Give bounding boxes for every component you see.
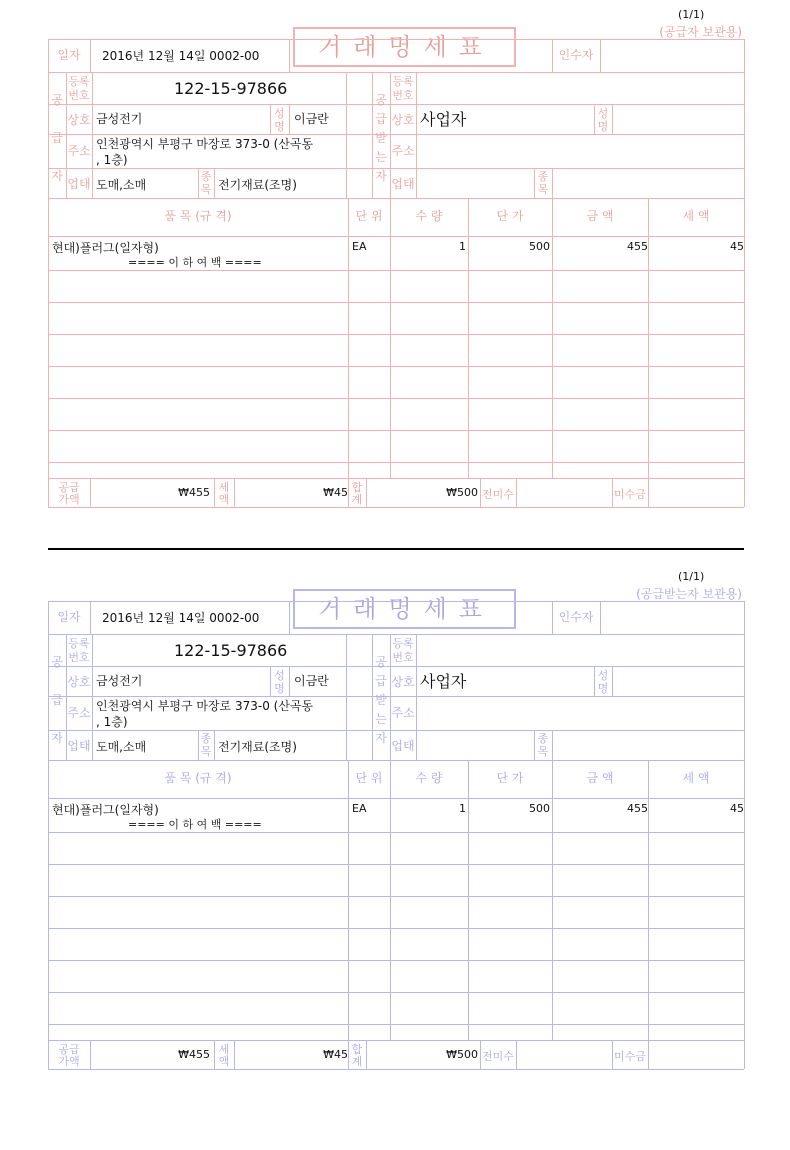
item-amount: 455: [627, 240, 648, 253]
date-value: 2016년 12월 14일 0002-00: [102, 49, 260, 63]
date-label: 일자: [57, 48, 81, 62]
buyer-side-label: 는: [375, 150, 387, 164]
grid-line: [48, 507, 744, 508]
supplier-business-type: 도매,소매: [96, 740, 147, 754]
buyer-side-label: 공: [375, 93, 387, 107]
grid-line: [289, 601, 744, 602]
end-mark: ==== 이 하 여 백 ====: [128, 818, 262, 831]
outstanding-label: 미수금: [614, 488, 646, 501]
grid-line: [48, 992, 744, 993]
supply-value: ₩455: [178, 1048, 210, 1061]
grid-line: [416, 72, 417, 198]
grid-line: [48, 39, 289, 40]
item-tax: 45: [730, 802, 744, 815]
grid-line: [744, 39, 745, 72]
buyer-name-label: 성: [597, 669, 609, 682]
page-number: (1/1): [678, 570, 705, 583]
buyer-company: 사업자: [420, 672, 467, 691]
grid-line: [48, 896, 744, 897]
receiver-label: 인수자: [558, 610, 594, 624]
grid-line: [48, 168, 744, 169]
grid-line: [48, 798, 744, 799]
page-number: (1/1): [678, 8, 705, 21]
buyer-business-item-label: 종: [537, 170, 549, 183]
col-unit-header: 단 위: [355, 209, 383, 223]
grid-line: [744, 478, 745, 507]
grid-line: [648, 478, 649, 507]
reg-no-label: 등록: [68, 75, 90, 88]
business-item-label: 목: [200, 183, 212, 196]
grid-line: [48, 666, 744, 667]
col-qty-header: 수 량: [415, 209, 443, 223]
buyer-side-label: 급: [375, 674, 387, 688]
supplier-reg-no: 122-15-97866: [174, 79, 288, 98]
grid-line: [289, 666, 290, 696]
grid-line: [612, 104, 613, 134]
outstanding-label: 미수금: [614, 1050, 646, 1063]
grid-line: [744, 72, 745, 198]
buyer-reg-no-label: 번호: [392, 89, 414, 102]
reg-no-label: 번호: [68, 651, 90, 664]
tax-label: 세: [218, 481, 230, 494]
item-qty: 1: [459, 802, 466, 815]
grid-line: [744, 601, 745, 634]
grid-line: [390, 198, 391, 478]
grid-line: [90, 39, 91, 72]
grid-line: [48, 198, 744, 199]
grid-line: [48, 634, 744, 635]
reg-no-label: 등록: [68, 637, 90, 650]
buyer-name-label: 명: [597, 120, 609, 133]
prev-balance-label: 전미수: [482, 1050, 514, 1063]
supplier-address: 인천광역시 부평구 마장로 373-0 (산곡동: [96, 137, 314, 151]
grid-line: [48, 334, 744, 335]
copy-label: (공급자 보관용): [659, 25, 742, 39]
name-label: 명: [274, 682, 285, 695]
grid-line: [289, 39, 290, 72]
grid-line: [744, 1040, 745, 1069]
grid-line: [48, 104, 744, 105]
copy-label: (공급받는자 보관용): [636, 587, 742, 601]
grid-line: [48, 730, 744, 731]
grid-line: [92, 72, 93, 198]
supplier-side-label: 자: [51, 731, 63, 745]
grid-line: [48, 270, 744, 271]
grid-line: [416, 634, 417, 760]
name-label: 명: [274, 120, 285, 133]
grid-line: [390, 760, 391, 1040]
end-mark: ==== 이 하 여 백 ====: [128, 256, 262, 269]
name-label: 성: [274, 669, 285, 682]
date-value: 2016년 12월 14일 0002-00: [102, 611, 260, 625]
business-type-label: 업태: [67, 739, 91, 753]
grid-line: [468, 760, 469, 1040]
company-label: 상호: [67, 675, 91, 689]
business-item-label: 목: [200, 745, 212, 758]
document-title: 거래명세표: [318, 595, 494, 623]
supplier-business-item: 전기재료(조명): [218, 178, 297, 192]
grid-line: [48, 302, 744, 303]
grid-line: [468, 198, 469, 478]
grid-line: [48, 960, 744, 961]
grid-line: [516, 478, 517, 507]
grid-line: [214, 168, 215, 198]
total-label: 계: [351, 1055, 363, 1068]
grid-line: [552, 730, 553, 760]
address-label: 주소: [67, 144, 91, 158]
supply-value-label: 공급: [58, 1043, 80, 1056]
grid-line: [552, 760, 553, 1040]
item-price: 500: [529, 240, 550, 253]
col-price-header: 단 가: [496, 209, 524, 223]
grid-line: [744, 760, 745, 1040]
grid-line: [92, 634, 93, 760]
tax-label: 세: [218, 1043, 230, 1056]
buyer-side-label: 는: [375, 712, 387, 726]
grid-line: [516, 1040, 517, 1069]
grid-line: [48, 198, 49, 478]
total-label: 합: [351, 481, 363, 494]
grid-line: [600, 601, 601, 634]
supplier-address-cont: , 1층): [96, 153, 128, 167]
supplier-side-label: 공: [51, 93, 63, 107]
col-unit-header: 단 위: [355, 771, 383, 785]
supplier-reg-no: 122-15-97866: [174, 641, 288, 660]
business-type-label: 업태: [67, 177, 91, 191]
grid-line: [600, 39, 601, 72]
grid-line: [552, 198, 553, 478]
grid-line: [48, 462, 744, 463]
supplier-name: 이금란: [294, 112, 329, 126]
item-price: 500: [529, 802, 550, 815]
statement-supplier-copy: [0, 0, 790, 520]
grid-line: [289, 39, 744, 40]
item-qty: 1: [459, 240, 466, 253]
item-amount: 455: [627, 802, 648, 815]
grid-line: [214, 730, 215, 760]
buyer-reg-no-label: 번호: [392, 651, 414, 664]
grid-line: [648, 760, 649, 1040]
grid-line: [48, 478, 744, 479]
supplier-company: 금성전기: [96, 112, 143, 126]
grid-line: [348, 760, 349, 1040]
grid-line: [48, 72, 744, 73]
grid-line: [48, 1024, 744, 1025]
date-label: 일자: [57, 610, 81, 624]
buyer-company-label: 상호: [391, 113, 415, 127]
supplier-business-type: 도매,소매: [96, 178, 147, 192]
grid-line: [48, 398, 744, 399]
grid-line: [744, 198, 745, 478]
buyer-side-label: 받: [375, 693, 387, 707]
tax-value: ₩45: [323, 1048, 348, 1061]
supplier-address: 인천광역시 부평구 마장로 373-0 (산곡동: [96, 699, 314, 713]
supplier-company: 금성전기: [96, 674, 143, 688]
grid-line: [90, 601, 91, 634]
buyer-name-label: 성: [597, 107, 609, 120]
buyer-address-label: 주소: [391, 144, 415, 158]
buyer-name-label: 명: [597, 682, 609, 695]
tax-label: 액: [218, 493, 230, 506]
total-value: ₩500: [446, 1048, 478, 1061]
col-tax-header: 세 액: [682, 209, 710, 223]
col-item-header: 품 목 (규 격): [164, 771, 232, 785]
name-label: 성: [274, 107, 285, 120]
supplier-side-label: 공: [51, 655, 63, 669]
buyer-side-label: 받: [375, 131, 387, 145]
buyer-business-type-label: 업태: [391, 739, 415, 753]
business-item-label: 종: [200, 732, 212, 745]
supply-value-label: 가액: [58, 1055, 80, 1068]
supply-value-label: 공급: [58, 481, 80, 494]
grid-line: [346, 72, 347, 198]
grid-line: [648, 1040, 649, 1069]
grid-line: [612, 666, 613, 696]
prev-balance-label: 전미수: [482, 488, 514, 501]
grid-line: [48, 696, 744, 697]
grid-line: [289, 104, 290, 134]
item-name: 현대)플러그(일자형): [52, 241, 159, 255]
grid-line: [48, 1069, 744, 1070]
supplier-side-label: 급: [51, 131, 63, 145]
supplier-name: 이금란: [294, 674, 329, 688]
buyer-side-label: 공: [375, 655, 387, 669]
buyer-side-label: 자: [375, 169, 387, 183]
grid-line: [48, 1040, 744, 1041]
document-title: 거래명세표: [318, 33, 494, 61]
tax-value: ₩45: [323, 486, 348, 499]
company-label: 상호: [67, 113, 91, 127]
grid-line: [48, 366, 744, 367]
total-label: 계: [351, 493, 363, 506]
item-unit: EA: [352, 802, 367, 815]
buyer-address-label: 주소: [391, 706, 415, 720]
receiver-label: 인수자: [558, 48, 594, 62]
col-qty-header: 수 량: [415, 771, 443, 785]
buyer-company: 사업자: [420, 110, 467, 129]
grid-line: [346, 634, 347, 760]
buyer-business-item-label: 종: [537, 732, 549, 745]
total-label: 합: [351, 1043, 363, 1056]
grid-line: [48, 430, 744, 431]
col-price-header: 단 가: [496, 771, 524, 785]
grid-line: [48, 236, 744, 237]
reg-no-label: 번호: [68, 89, 90, 102]
buyer-reg-no-label: 등록: [392, 75, 414, 88]
grid-line: [48, 134, 744, 135]
statement-buyer-copy: [0, 562, 790, 1082]
buyer-business-type-label: 업태: [391, 177, 415, 191]
supply-value-label: 가액: [58, 493, 80, 506]
grid-line: [289, 601, 290, 634]
col-amount-header: 금 액: [586, 209, 614, 223]
grid-line: [744, 634, 745, 760]
grid-line: [48, 864, 744, 865]
buyer-business-item-label: 목: [537, 745, 549, 758]
buyer-company-label: 상호: [391, 675, 415, 689]
item-tax: 45: [730, 240, 744, 253]
item-name: 현대)플러그(일자형): [52, 803, 159, 817]
business-item-label: 종: [200, 170, 212, 183]
copy-divider: [48, 548, 744, 550]
supplier-business-item: 전기재료(조명): [218, 740, 297, 754]
total-value: ₩500: [446, 486, 478, 499]
buyer-reg-no-label: 등록: [392, 637, 414, 650]
tax-label: 액: [218, 1055, 230, 1068]
grid-line: [48, 832, 744, 833]
buyer-side-label: 급: [375, 112, 387, 126]
col-amount-header: 금 액: [586, 771, 614, 785]
grid-line: [648, 198, 649, 478]
supply-value: ₩455: [178, 486, 210, 499]
grid-line: [552, 168, 553, 198]
item-unit: EA: [352, 240, 367, 253]
supplier-address-cont: , 1층): [96, 715, 128, 729]
buyer-business-item-label: 목: [537, 183, 549, 196]
col-tax-header: 세 액: [682, 771, 710, 785]
col-item-header: 품 목 (규 격): [164, 209, 232, 223]
supplier-side-label: 자: [51, 169, 63, 183]
grid-line: [48, 760, 744, 761]
grid-line: [48, 760, 49, 1040]
grid-line: [48, 601, 289, 602]
address-label: 주소: [67, 706, 91, 720]
buyer-side-label: 자: [375, 731, 387, 745]
supplier-side-label: 급: [51, 693, 63, 707]
grid-line: [48, 928, 744, 929]
grid-line: [348, 198, 349, 478]
